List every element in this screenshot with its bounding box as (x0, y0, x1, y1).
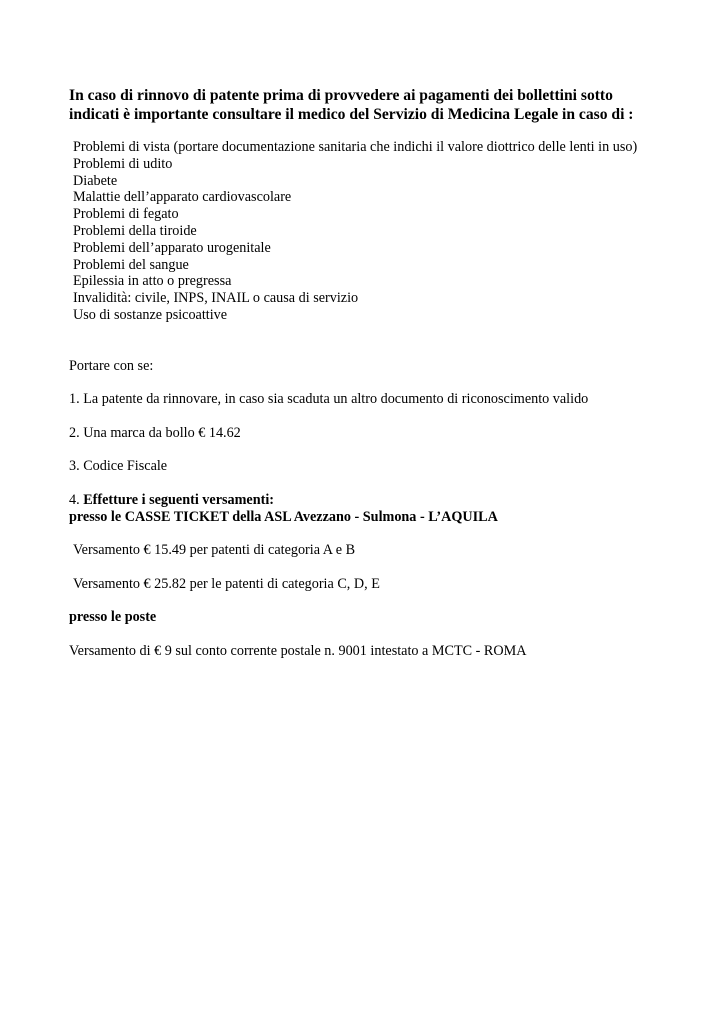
heading-line-2: indicati è importante consultare il medico del Servizio di Medicina Legale in caso di : (69, 106, 634, 123)
condition-item: Malattie dell’apparato cardiovascolare (73, 189, 292, 206)
condition-item: Problemi del sangue (73, 256, 189, 273)
payment-asl-1: Versamento € 15.49 per patenti di categoria A e B (73, 542, 356, 558)
bring-item-4 (69, 492, 274, 509)
asl-location: presso le CASSE TICKET della ASL Avezzano - Sulmona - L’AQUILA (69, 509, 498, 525)
heading-line-1: In caso di rinnovo di patente prima di provvedere ai pagamenti dei bollettini sotto (69, 87, 613, 104)
bring-intro: Portare con se: (69, 358, 154, 374)
condition-item: Problemi dell’apparato urogenitale (73, 239, 271, 256)
condition-item: Uso di sostanze psicoattive (73, 306, 228, 323)
bring-item-1: 1. La patente da rinnovare, in caso sia scaduta un altro documento di riconoscimento valido (69, 391, 589, 407)
condition-item: Epilessia in atto o pregressa (73, 273, 232, 290)
bring-item-3: 3. Codice Fiscale (69, 458, 168, 474)
condition-item: Invalidità: civile, INPS, INAIL o causa di servizio (73, 290, 359, 307)
payment-post-1: Versamento di € 9 sul conto corrente postale n. 9001 intestato a MCTC - ROMA (69, 643, 527, 659)
condition-item: Problemi di vista (portare documentazione sanitaria che indichi il valore diottrico delle lenti in uso) (73, 139, 638, 155)
condition-item: Problemi di fegato (73, 206, 179, 223)
bring-item-2: 2. Una marca da bollo € 14.62 (69, 425, 241, 441)
conditions-list (73, 139, 713, 324)
post-heading: presso le poste (69, 609, 157, 625)
bring-item-4-label: Effetture i seguenti versamenti: (83, 492, 275, 508)
document-heading (69, 86, 699, 124)
condition-item: Problemi di udito (73, 155, 173, 172)
payment-asl-2: Versamento € 25.82 per le patenti di categoria C, D, E (73, 576, 380, 592)
bring-item-4-number: 4. (69, 492, 84, 508)
condition-item: Problemi della tiroide (73, 222, 197, 239)
condition-item: Diabete (73, 172, 118, 189)
